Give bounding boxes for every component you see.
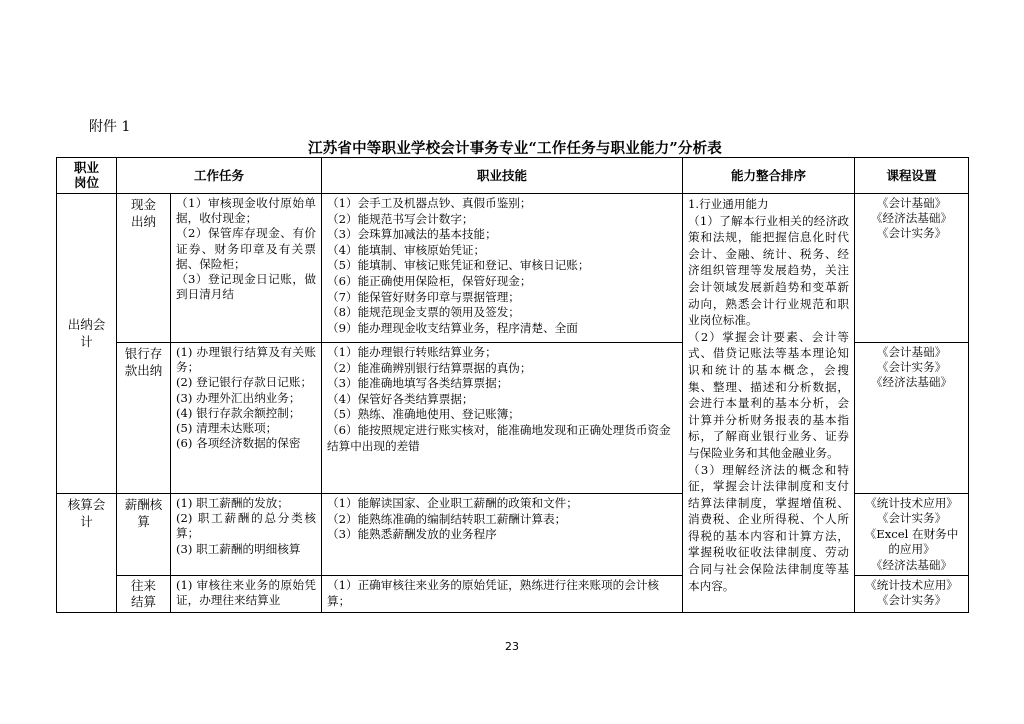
skill-item: （3）能准确地填写各类结算票据； <box>327 376 509 391</box>
course-item: 《会计实务》 <box>876 511 947 526</box>
skill-item: （2）能熟练准确的编制结转职工薪酬计算表； <box>327 511 567 526</box>
tasks-cell <box>171 576 322 613</box>
analysis-table <box>56 157 969 613</box>
skill-item: （6）能正确使用保险柜，保管好现金； <box>327 273 532 288</box>
course-item: 《经济法基础》 <box>870 375 953 390</box>
course-item: 《经济法基础》 <box>870 557 953 572</box>
post-cell <box>117 494 171 576</box>
post-name: 薪酬核算 <box>124 497 163 529</box>
skill-item: （7）能保管好财务印章与票据管理； <box>327 289 520 304</box>
skill-item: （3）会珠算加减法的基本技能； <box>327 227 497 242</box>
course-item: 《会计基础》 <box>876 345 947 359</box>
task-item: (5) 清理未达账项； <box>176 421 278 436</box>
skills-cell <box>322 494 683 576</box>
course-item: 《Excel 在财务中的应用》 <box>864 526 959 557</box>
task-item: (4) 银行存款余额控制； <box>176 405 301 420</box>
post-name: 往来结算 <box>130 578 156 610</box>
ability-item: （3）理解经济法的概念和特征，掌握会计法律制度和支付结算法律制度，掌握增值税、消费税、企业所得税、个人所得税的基本内容和计算方法，掌握税收征收法律制度、劳动合同与社会保险法律制度等基本内容。 <box>688 462 850 593</box>
skill-item: （2）能准确辨别银行结算票据的真伪； <box>327 360 532 375</box>
courses-cell <box>855 194 969 343</box>
skill-item: （6）能按照规定进行账实核对，能准确地发现和正确处理货币资金结算中出现的差错 <box>327 422 671 453</box>
ability-item: 1.行业通用能力 <box>688 197 769 211</box>
group-accounting-label: 核算会计 <box>67 497 106 529</box>
skill-item: （8）能规范现金支票的领用及签发； <box>327 305 520 320</box>
courses-cell <box>855 494 969 576</box>
skill-item: （2）能规范书写会计数字； <box>327 211 474 226</box>
skill-item: （1）会手工及机器点钞、真假币鉴别； <box>327 196 532 210</box>
course-item: 《经济法基础》 <box>870 211 953 226</box>
course-item: 《统计技术应用》 <box>865 496 958 510</box>
course-item: 《统计技术应用》 <box>865 578 958 593</box>
task-item: （3）登记现金日记账，做到日清月结 <box>176 272 317 302</box>
page-number: 23 <box>505 640 519 653</box>
courses-cell <box>855 576 969 613</box>
group-cashier-label: 出纳会计 <box>67 317 106 349</box>
skill-item: （3）能熟悉薪酬发放的业务程序 <box>327 527 497 542</box>
header-abilities: 能力整合排序 <box>683 158 855 194</box>
task-item: (3) 职工薪酬的明细核算 <box>176 541 301 556</box>
document-title: 江苏省中等职业学校会计事务专业“工作任务与职业能力”分析表 <box>308 140 722 157</box>
task-item: (2) 登记银行存款日记账； <box>176 375 313 390</box>
task-item: (2) 职工薪酬的总分类核算； <box>176 511 317 541</box>
course-item: 《会计基础》 <box>876 196 947 210</box>
ability-item: （1）了解本行业相关的经济政策和法规，能把握信息化时代会计、金融、统计、税务、经济组织管理等发展趋势，关注会计领域发展新趋势和变革新动向，熟悉会计行业规范和职业岗位标准。 <box>688 213 850 328</box>
task-item: (1) 职工薪酬的发放； <box>176 496 289 510</box>
skills-cell <box>322 343 683 494</box>
header-courses: 课程设置 <box>855 158 969 194</box>
post-cell <box>117 343 171 494</box>
post-name: 现金出纳 <box>130 197 156 229</box>
post-name: 银行存款出纳 <box>124 346 163 378</box>
tasks-cell <box>171 343 322 494</box>
header-skills: 职业技能 <box>322 158 683 194</box>
skill-item: （4）能填制、审核原始凭证； <box>327 242 486 257</box>
skill-item: （9）能办理现金收支结算业务，程序清楚、全面 <box>327 320 578 335</box>
skill-item: （4）保管好各类结算票据； <box>327 391 474 406</box>
skill-item: （1）能解读国家、企业职工薪酬的政策和文件； <box>327 496 578 510</box>
tasks-cell <box>171 494 322 576</box>
table-row <box>57 194 969 343</box>
courses-cell <box>855 343 969 494</box>
course-item: 《会计实务》 <box>876 360 947 375</box>
course-item: 《会计实务》 <box>876 593 947 608</box>
abilities-cell <box>683 194 855 613</box>
skill-item: （1）能办理银行转账结算业务； <box>327 345 497 359</box>
attachment-label: 附件 1 <box>89 119 131 135</box>
header-post-text: 职业岗位 <box>73 160 99 190</box>
skills-cell <box>322 576 683 613</box>
header-tasks: 工作任务 <box>117 158 322 194</box>
tasks-cell <box>171 194 322 343</box>
task-item: (1) 审核往来业务的原始凭证，办理往来结算业 <box>176 578 317 608</box>
group-accounting <box>57 494 117 613</box>
post-cell <box>117 194 171 343</box>
task-item: (6) 各项经济数据的保密 <box>176 436 301 451</box>
post-cell <box>117 576 171 613</box>
skill-item: （5）能填制、审核记账凭证和登记、审核日记账； <box>327 258 590 273</box>
header-row <box>57 158 969 194</box>
ability-item: （2）掌握会计要素、会计等式、借贷记账法等基本理论知识和统计的基本概念，会搜集、整理、描述和分析数据，会进行本量利的基本分析，会计算并分析财务报表的基本指标，了解商业银行业务、证券与保险业务和其他金融业务。 <box>688 329 850 460</box>
skill-item: （5）熟练、准确地使用、登记账簿； <box>327 407 520 422</box>
task-item: (1) 办理银行结算及有关账务； <box>176 345 317 375</box>
skill-item: （1）正确审核往来业务的原始凭证，熟练进行往来账项的会计核算； <box>327 578 660 608</box>
task-item: （2）保管库存现金、有价证券、财务印章及有关票据、保险柜； <box>176 226 317 271</box>
header-post <box>57 158 117 194</box>
task-item: （1）审核现金收付原始单据，收付现金； <box>176 196 317 226</box>
group-cashier <box>57 194 117 494</box>
skills-cell <box>322 194 683 343</box>
task-item: (3) 办理外汇出纳业务； <box>176 390 301 405</box>
course-item: 《会计实务》 <box>876 226 947 241</box>
